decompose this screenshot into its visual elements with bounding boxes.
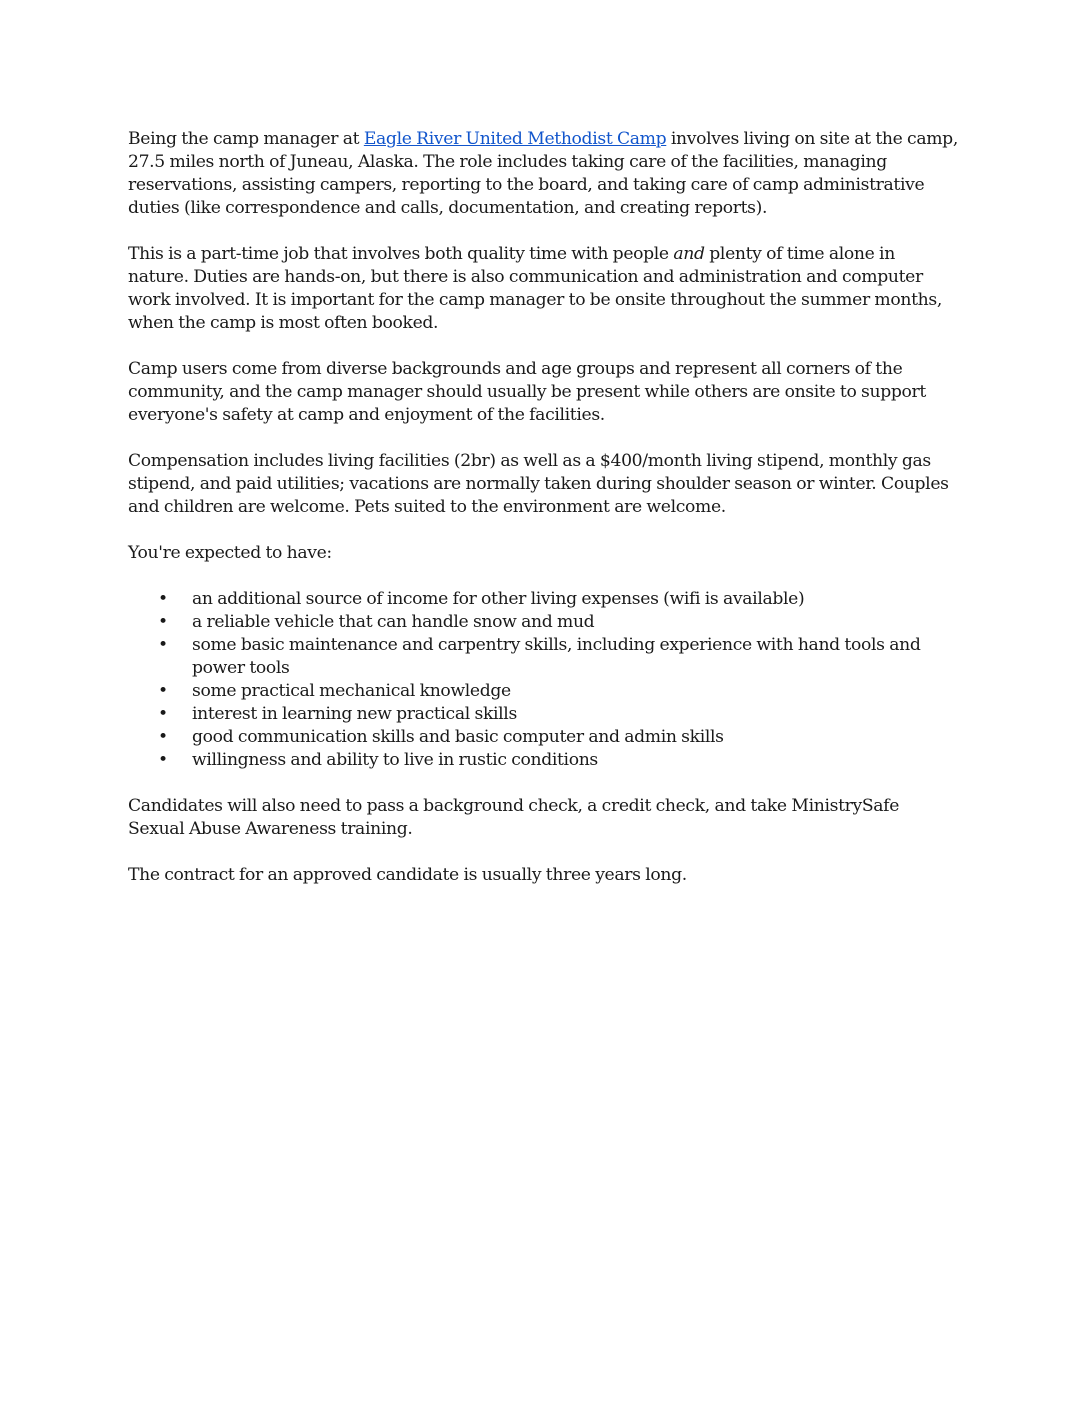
- list-item: [128, 634, 958, 680]
- list-item: [128, 749, 958, 772]
- requirements-list: [128, 588, 958, 772]
- list-item: [128, 703, 958, 726]
- intro-paragraph: [128, 128, 958, 220]
- contract-paragraph: The contract for an approved candidate is usually three years long.: [128, 865, 687, 885]
- list-item-text: a reliable vehicle that can handle snow and mud: [192, 612, 595, 632]
- list-item-text: some basic maintenance and carpentry skills, including experience with hand tools and power tools: [192, 635, 921, 678]
- list-item-text: some practical mechanical knowledge: [192, 681, 511, 701]
- list-item: [128, 611, 958, 634]
- bullet-icon: •: [158, 727, 168, 747]
- camp-link[interactable]: Eagle River United Methodist Camp: [363, 129, 667, 149]
- intro-text: Being the camp manager at: [128, 129, 364, 149]
- camp-users-paragraph: Camp users come from diverse backgrounds and age groups and represent all corners of the community, and the camp manager should usually be present while others are onsite to support everyone's safety at camp and enjoyment of the facilities.: [128, 359, 926, 425]
- background-check-paragraph: Candidates will also need to pass a background check, a credit check, and take MinistrySafe Sexual Abuse Awareness training.: [128, 796, 900, 839]
- job-description-paragraph: [128, 243, 958, 335]
- list-item: [128, 680, 958, 703]
- list-item-text: interest in learning new practical skills: [192, 704, 517, 724]
- compensation-paragraph: Compensation includes living facilities (2br) as well as a $400/month living stipend, monthly gas stipend, and paid utilities; vacations are normally taken during shoulder season or winter. Couples and children are welcome. Pets suited to the environment are welcome.: [128, 451, 949, 517]
- expectations-heading: You're expected to have:: [128, 543, 332, 563]
- list-item-text: good communication skills and basic computer and admin skills: [192, 727, 724, 747]
- list-item-text: willingness and ability to live in rustic conditions: [192, 750, 598, 770]
- bullet-icon: •: [158, 612, 168, 632]
- intro-text-cont: involves living on site at the camp, 27.5 miles north of Juneau, Alaska. The role includes taking care of the facilities, managing reservations, assisting campers, reporting to the board, and taking care of camp administrative duties (like correspondence and calls, documentation, and creating reports).: [128, 129, 958, 218]
- list-item-text: an additional source of income for other living expenses (wifi is available): [192, 589, 805, 609]
- job-text-cont: plenty of time alone in nature. Duties are hands-on, but there is also communication and administration and computer work involved. It is important for the camp manager to be onsite throughout the summer months, when the camp is most often booked.: [128, 244, 942, 333]
- bullet-icon: •: [158, 635, 168, 655]
- bullet-icon: •: [158, 681, 168, 701]
- list-item: [128, 726, 958, 749]
- emphasis-and: and: [673, 244, 705, 264]
- bullet-icon: •: [158, 750, 168, 770]
- list-item: [128, 588, 958, 611]
- bullet-icon: •: [158, 704, 168, 724]
- job-text: This is a part-time job that involves both quality time with people: [128, 244, 674, 264]
- bullet-icon: •: [158, 589, 168, 609]
- document-page: [128, 128, 958, 910]
